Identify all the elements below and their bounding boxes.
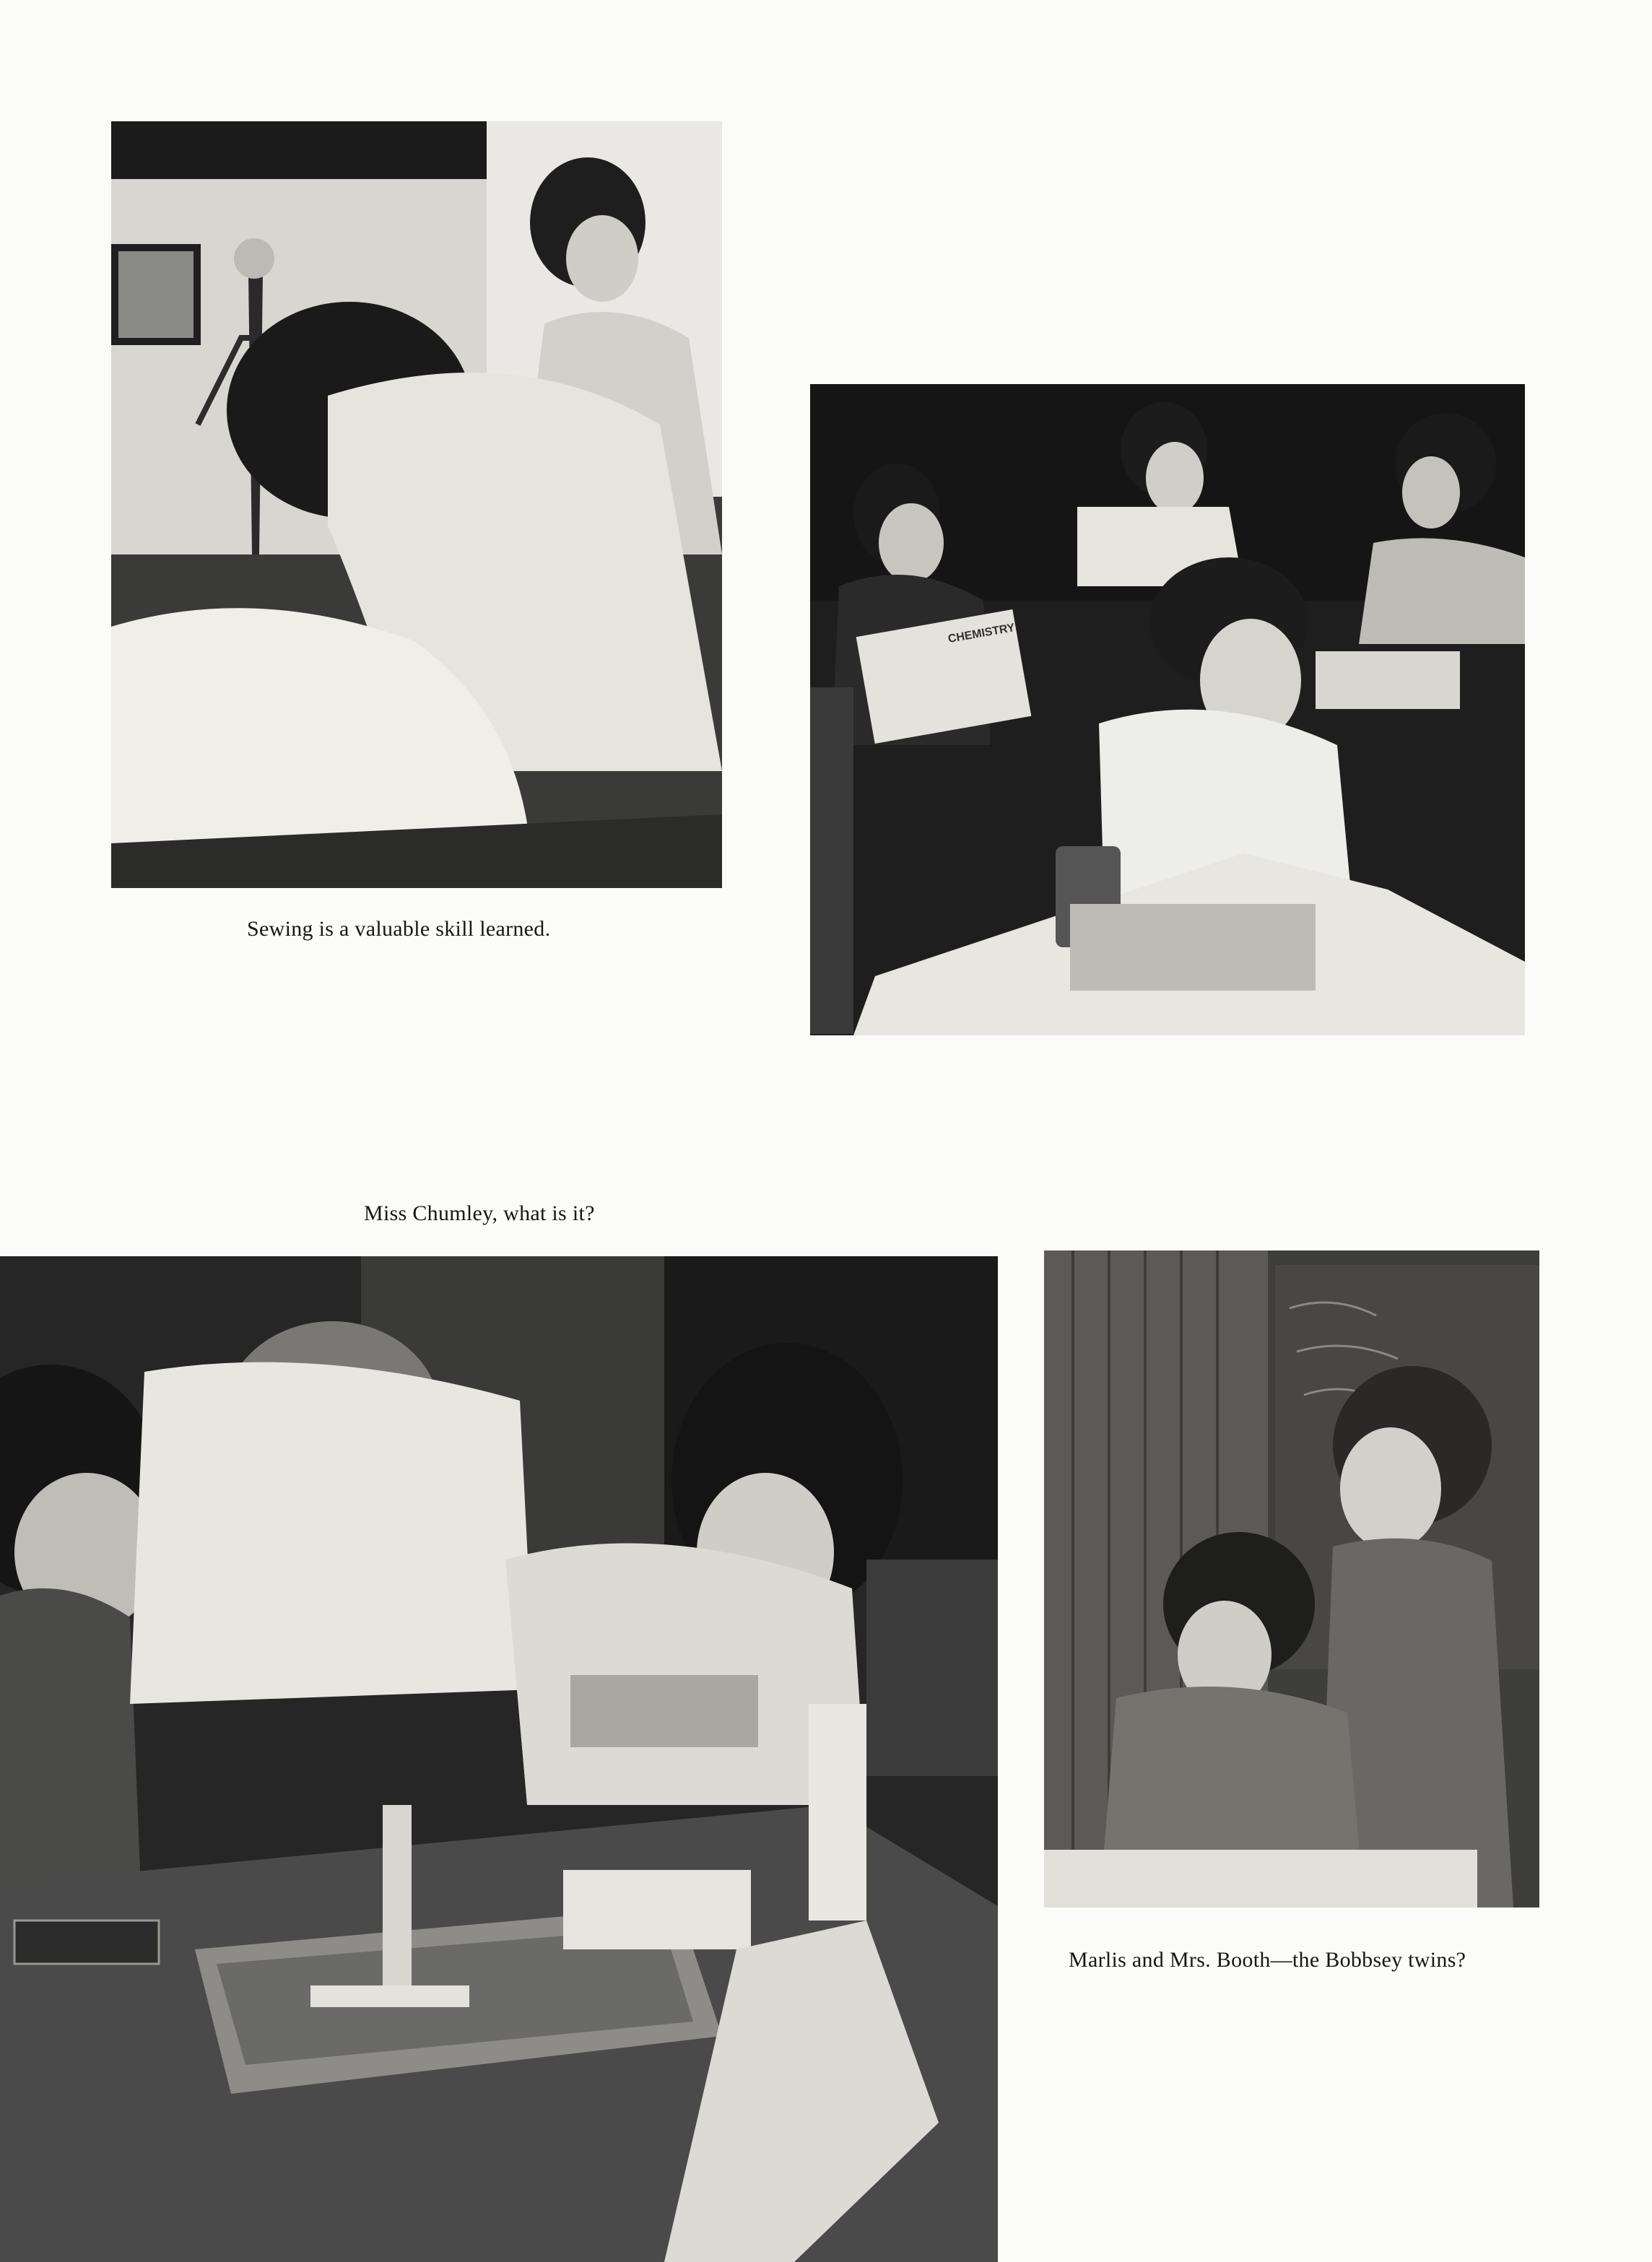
chemistry-image <box>810 384 1525 1035</box>
caption-microscope: Miss Chumley, what is it? <box>364 1201 595 1225</box>
sewing-image <box>111 121 722 888</box>
book-title-text: CHEMISTRY <box>947 622 1016 646</box>
photo-sewing <box>111 121 722 888</box>
booth-image <box>1044 1250 1539 1908</box>
photo-chemistry <box>810 384 1525 1035</box>
caption-booth: Marlis and Mrs. Booth—the Bobbsey twins? <box>1069 1948 1466 1972</box>
photo-booth <box>1044 1250 1539 1908</box>
microscope-image <box>0 1256 998 2262</box>
caption-sewing: Sewing is a valuable skill learned. <box>247 917 551 941</box>
photo-microscope <box>0 1256 998 2262</box>
